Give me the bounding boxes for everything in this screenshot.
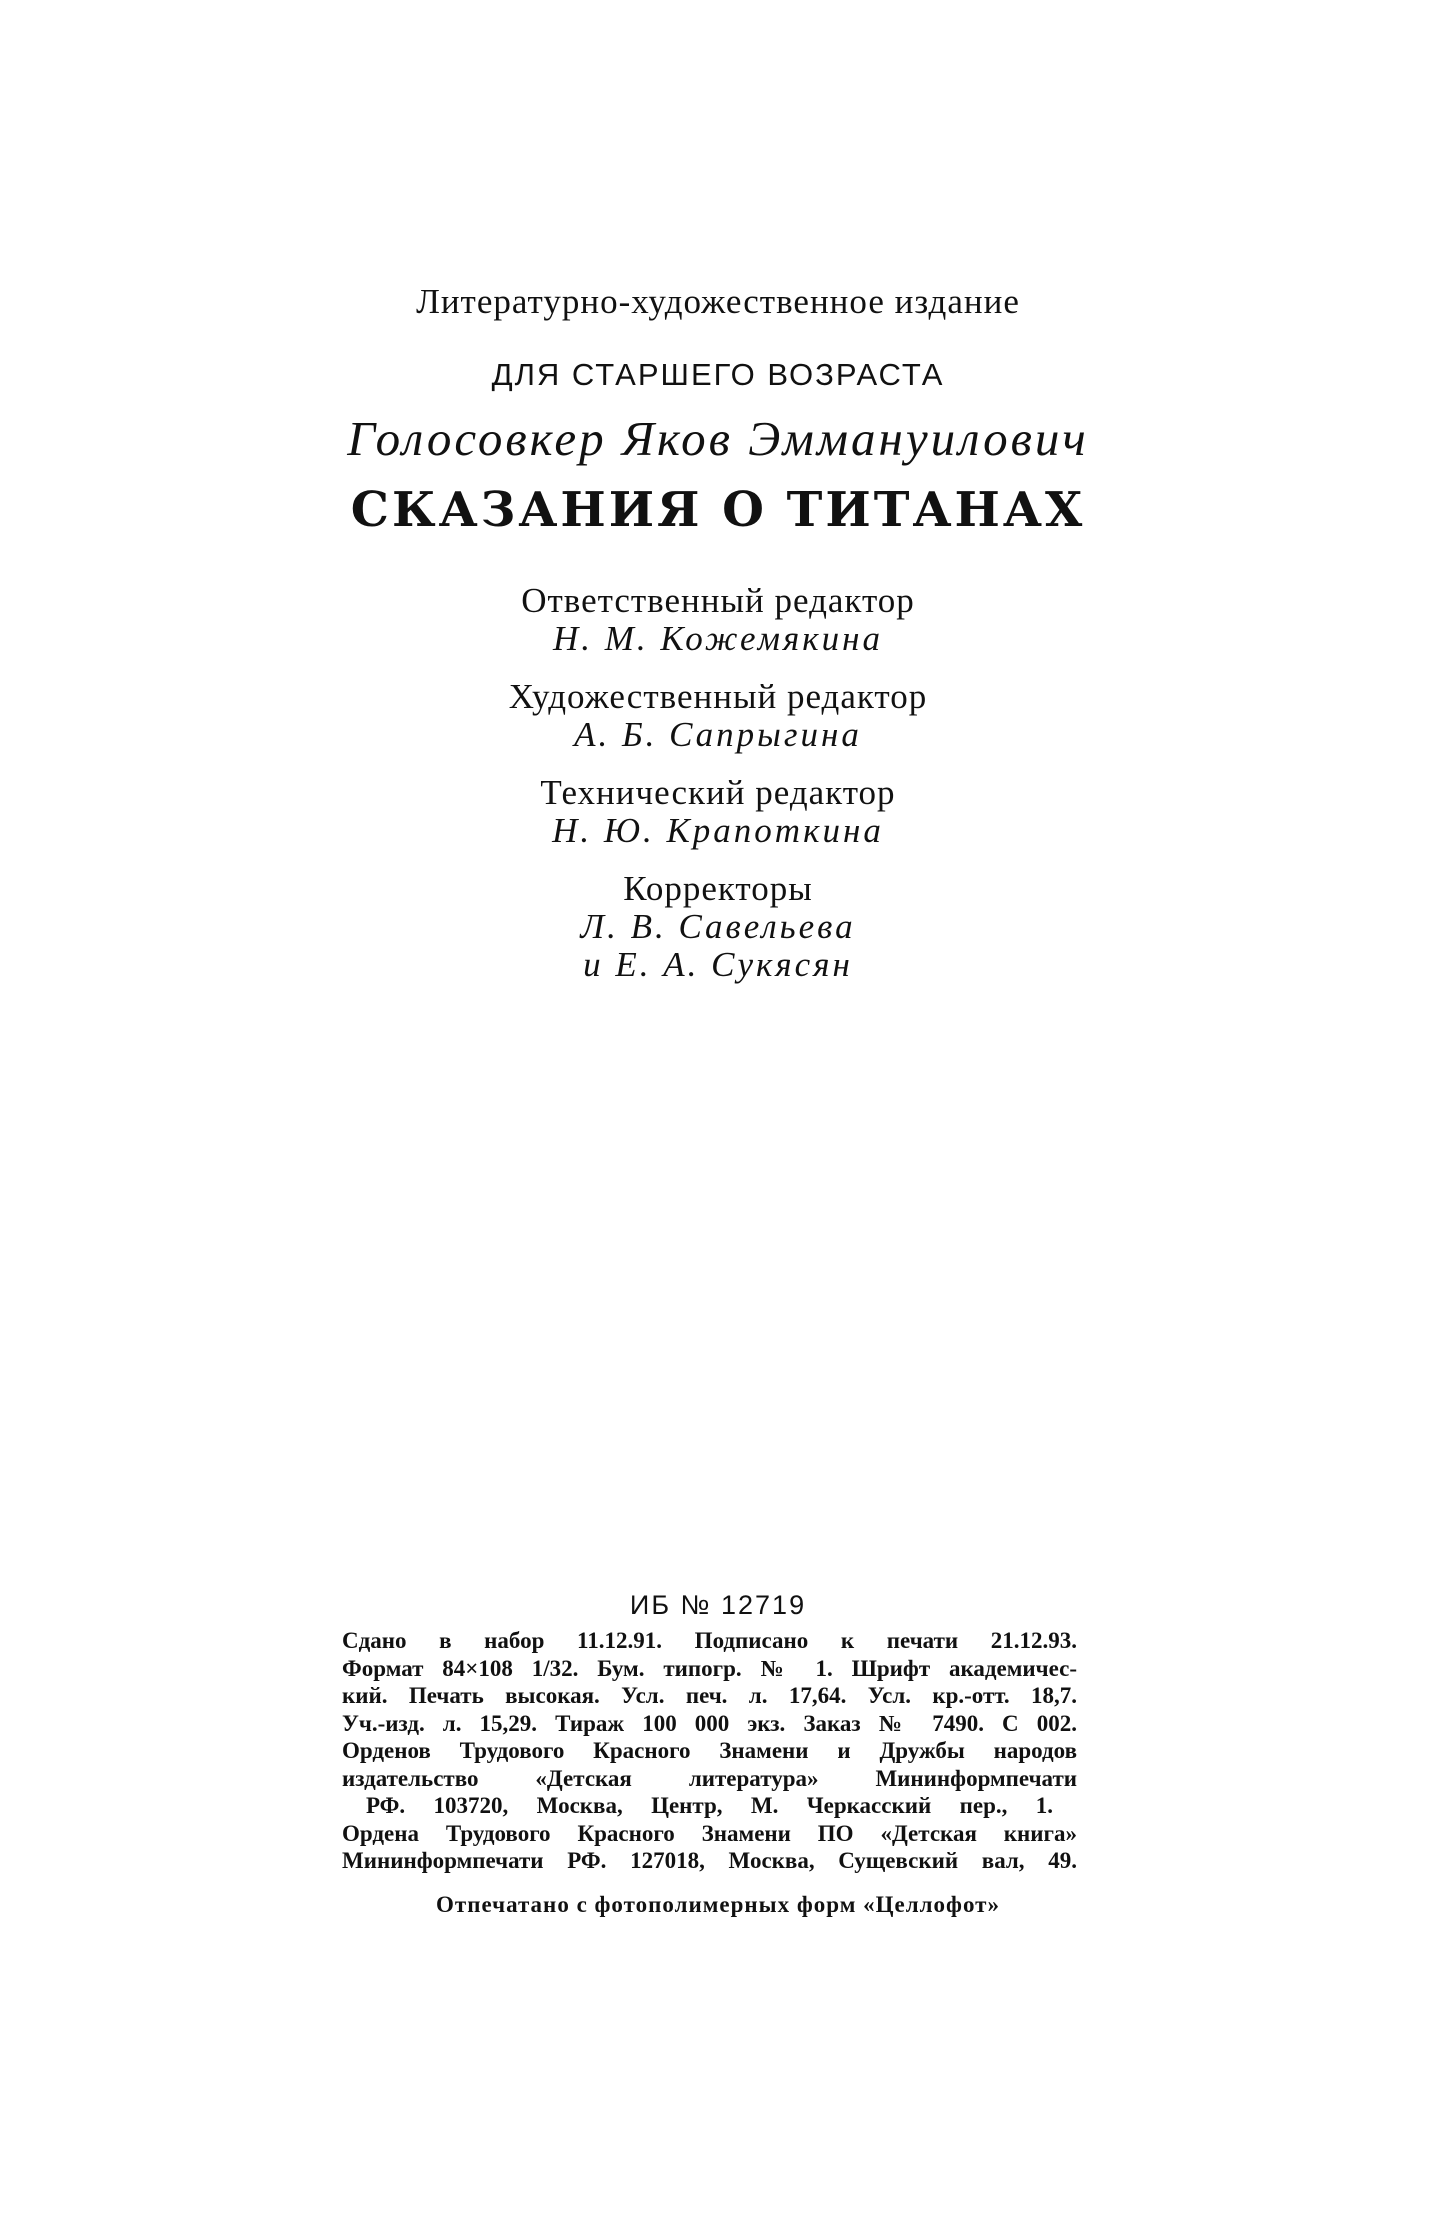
edition-type: Литературно-художественное издание: [416, 282, 1020, 321]
printing-details: [342, 1627, 1077, 1875]
credit-role: Ответственный редактор: [521, 581, 915, 620]
printing-details-line: Формат 84×108 1/32. Бум. типогр. № 1. Шрифт академичес-: [342, 1655, 1077, 1681]
credit-responsible-editor: [0, 582, 1436, 658]
audience-label: ДЛЯ СТАРШЕГО ВОЗРАСТА: [491, 357, 945, 392]
printing-details-line: Уч.-изд. л. 15,29. Тираж 100 000 экз. Заказ № 7490. С 002.: [342, 1710, 1077, 1736]
credit-name: А. Б. Сапрыгина: [574, 715, 862, 754]
book-title: СКАЗАНИЯ О ТИТАНАХ: [350, 482, 1086, 538]
printing-details-line: РФ. 103720, Москва, Центр, М. Черкасский пер., 1.: [366, 1793, 1053, 1818]
credit-name: Л. В. Савельева: [580, 907, 856, 946]
printing-details-line: Сдано в набор 11.12.91. Подписано к печати 21.12.93.: [342, 1628, 1077, 1653]
credit-role: Художественный редактор: [508, 677, 928, 716]
credit-name: Н. М. Кожемякина: [552, 619, 884, 658]
credit-role: Технический редактор: [540, 773, 896, 812]
author-name: Голосовкер Яков Эммануилович: [347, 411, 1089, 466]
credit-name: и Е. А. Сукясян: [583, 945, 853, 984]
credits-list: [0, 582, 1436, 1004]
credit-technical-editor: [0, 774, 1436, 850]
credit-proofreaders: [0, 870, 1436, 984]
ib-number: ИБ № 12719: [629, 1590, 807, 1620]
printing-details-line: Орденов Трудового Красного Знамени и Дружбы народов: [342, 1738, 1077, 1763]
printing-details-line: Ордена Трудового Красного Знамени ПО «Детская книга»: [342, 1820, 1077, 1846]
printing-details-line: издательство «Детская литература» Мининформпечати: [342, 1765, 1077, 1791]
credit-role: Корректоры: [623, 869, 813, 908]
credit-art-editor: [0, 678, 1436, 754]
credit-name: Н. Ю. Крапоткина: [552, 811, 884, 850]
printing-details-line: Мининформпечати РФ. 127018, Москва, Сущевский вал, 49.: [342, 1848, 1077, 1873]
printing-details-line: кий. Печать высокая. Усл. печ. л. 17,64. Усл. кр.-отт. 18,7.: [342, 1683, 1077, 1708]
printed-from-note: Отпечатано с фотополимерных форм «Целлофот»: [436, 1892, 1000, 1917]
